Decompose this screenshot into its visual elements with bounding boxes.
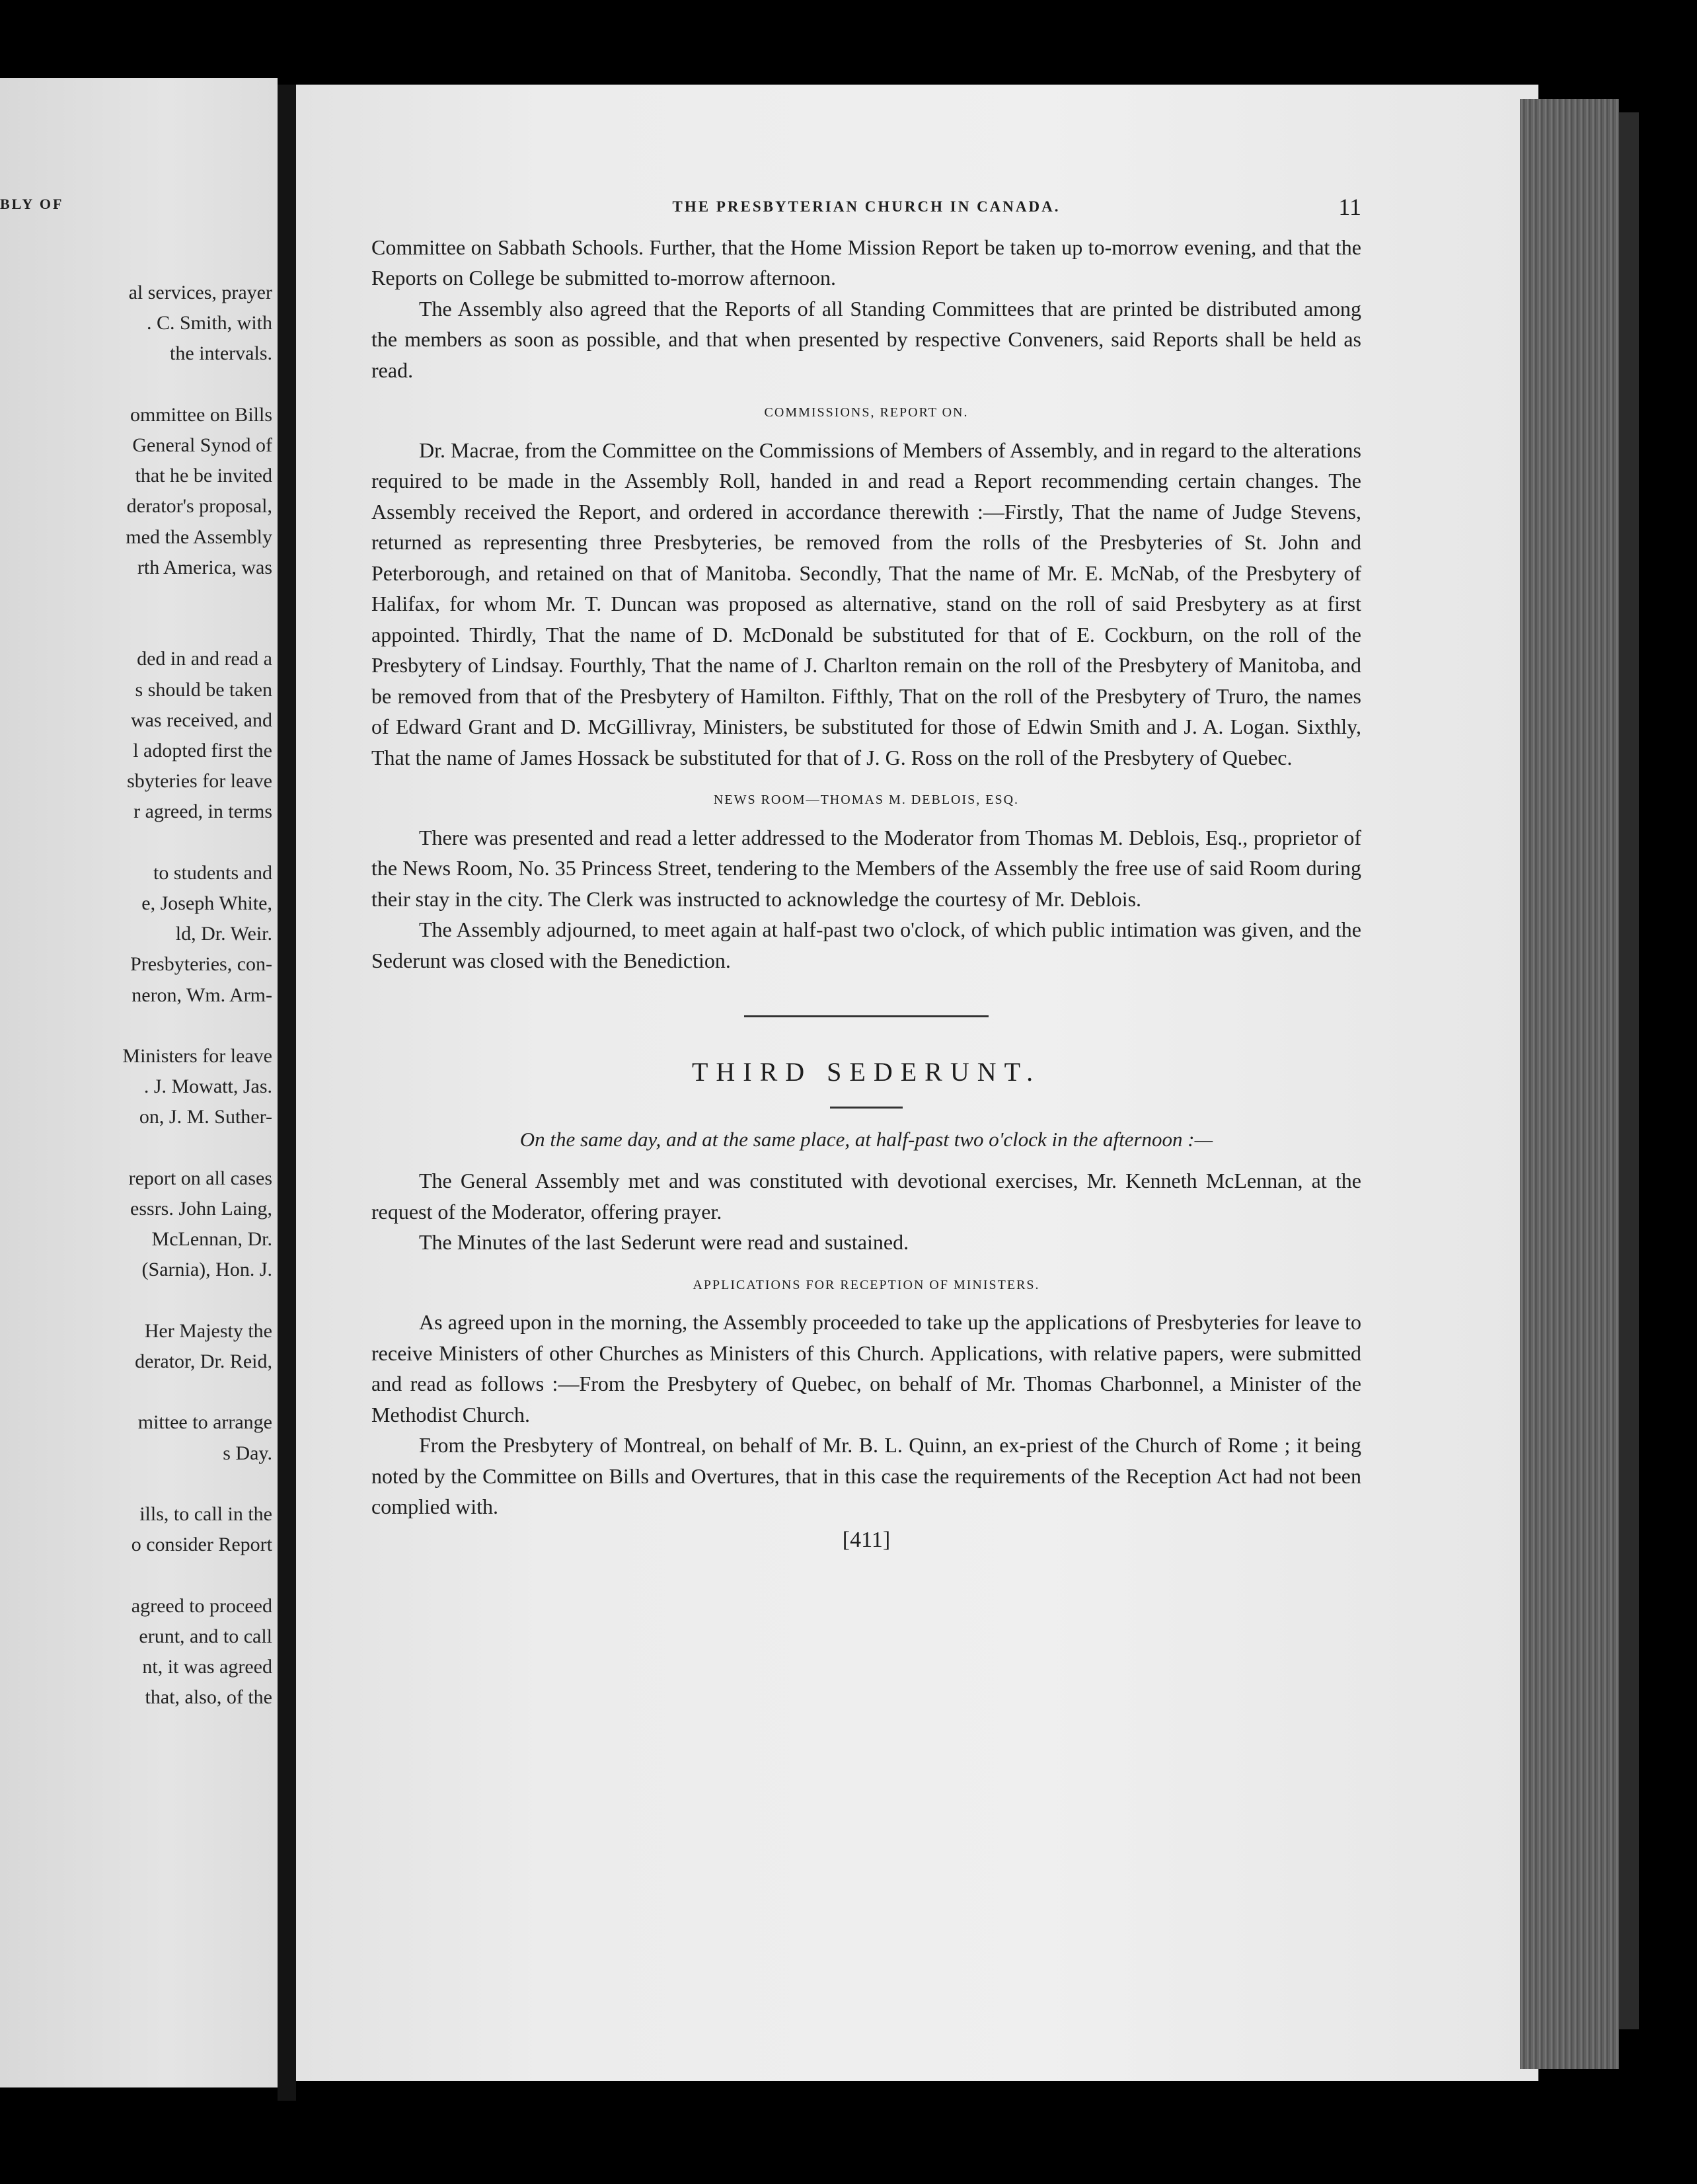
- page-edge-shadow: [1619, 112, 1639, 2029]
- date-line: On the same day, and at the same place, at half-past two o'clock in the afternoon :—: [519, 1127, 1213, 1151]
- left-page-fragment: derator's proposal,: [126, 495, 272, 518]
- paragraph: From the Presbytery of Montreal, on behalf of Mr. B. L. Quinn, an ex-priest of the Church of Rome ; it being noted by the Committee on Bills and Overtures, that in this case the requirements of the Reception Act had not been complied with.: [371, 1433, 1361, 1518]
- left-page-fragment: (Sarnia), Hon. J.: [141, 1259, 272, 1281]
- left-page-fragment: l adopted first the: [133, 740, 272, 761]
- left-page-fragment: Her Majesty the: [144, 1319, 272, 1342]
- paragraph: Dr. Macrae, from the Committee on the Commissions of Members of Assembly, and in regard to the alterations required to be made in the Assembly Roll, handed in and read a Report recommending certain changes. The Assembly received the Report, and ordered in accordance therewith :—Firstly, That the name of Judge Stevens, returned as representing three Presbyteries, be removed from the rolls of the Presbyteries of St. John and Peterborough, and retained on that of Manitoba. Secondly, That the name of Mr. E. McNab, of the Presbytery of Halifax, for whom Mr. T. Duncan was proposed as alternative, stand on the roll of said Presbytery as at first appointed. Thirdly, That the name of D. McDonald be substituted for that of E. Cockburn, on the roll of the Presbytery of Lindsay. Fourthly, That the name of J. Charlton remain on the roll of the Presbytery of Manitoba, and be removed from that of the Presbytery of Hamilton. Fifthly, That on the roll of the Presbytery of Truro, the names of Edward Grant and D. McGillivray, Ministers, be substituted for those of Edwin Smith and J. A. Logan. Sixthly, That the name of James Hossack be substituted for that of J. G. Ross on the roll of the Presbytery of Quebec.: [371, 438, 1361, 769]
- left-page-fragment: McLennan, Dr.: [151, 1228, 272, 1251]
- left-page-fragment: erunt, and to call: [139, 1625, 272, 1647]
- left-page-fragment: that he be invited: [135, 465, 272, 487]
- left-page-fragment: the intervals.: [170, 342, 272, 365]
- left-page-fragment: General Synod of: [132, 434, 272, 456]
- left-page-fragment: al services, prayer: [128, 282, 272, 303]
- left-page-fragment: . C. Smith, with: [146, 312, 272, 334]
- left-page-fragment: that, also, of the: [145, 1686, 272, 1709]
- running-head: [371, 192, 1361, 223]
- left-page-fragment: e, Joseph White,: [141, 892, 272, 914]
- paragraph: As agreed upon in the morning, the Assembly proceeded to take up the applications of Presbyteries for leave to receive Ministers of other Churches as Ministers of this Church. Applications, with relative papers, were submitted and read as follows :—From the Presbytery of Quebec, on behalf of Mr. Thomas Charbonnel, a Minister of the Methodist Church.: [371, 1310, 1361, 1426]
- paragraph: The Minutes of the last Sederunt were read and sustained.: [419, 1230, 909, 1254]
- left-page-fragment: on, J. M. Suther-: [139, 1106, 272, 1128]
- right-page-text: [371, 192, 1361, 1555]
- folio-number: [411]: [842, 1527, 891, 1552]
- sederunt-title: THIRD SEDERUNT.: [691, 1057, 1041, 1087]
- left-page-fragment: . J. Mowatt, Jas.: [143, 1075, 272, 1098]
- left-page-fragment: ded in and read a: [137, 648, 272, 670]
- divider: [744, 1015, 989, 1017]
- paragraph: There was presented and read a letter addressed to the Moderator from Thomas M. Deblois, Esq., proprietor of the News Room, No. 35 Princess Street, tendering to the Members of the Assembly the free use of said Room during their stay in the city. The Clerk was instructed to acknowledge the courtesy of Mr. Deblois.: [371, 825, 1361, 911]
- section-heading: NEWS ROOM—THOMAS M. DEBLOIS, ESQ.: [713, 793, 1020, 807]
- left-page-fragment: agreed to proceed: [131, 1594, 272, 1617]
- left-page-fragment: Presbyteries, con-: [130, 953, 272, 976]
- left-page-fragment: ills, to call in the: [139, 1503, 272, 1525]
- left-page-fragment: to students and: [153, 861, 272, 884]
- left-page-fragment: ld, Dr. Weir.: [175, 923, 272, 945]
- paragraph: The General Assembly met and was constituted with devotional exercises, Mr. Kenneth McLennan, at the request of the Moderator, offering prayer.: [371, 1169, 1361, 1224]
- left-page-fragment: essrs. John Laing,: [130, 1198, 272, 1220]
- page-number: 11: [1338, 194, 1361, 220]
- left-running-head: BLY OF: [0, 196, 64, 212]
- left-page-fragment: was received, and: [130, 709, 272, 731]
- divider-short: [830, 1107, 903, 1109]
- paragraph: The Assembly adjourned, to meet again at half-past two o'clock, of which public intimation was given, and the Sederunt was closed with the Benediction.: [371, 917, 1361, 972]
- book-gutter: [278, 85, 296, 2101]
- left-page-fragment: sbyteries for leave: [127, 770, 272, 793]
- left-page-fragment: ommittee on Bills: [130, 403, 272, 426]
- left-page-fragment: o consider Report: [131, 1534, 272, 1556]
- section-heading: APPLICATIONS FOR RECEPTION OF MINISTERS.: [693, 1277, 1040, 1292]
- section-heading: COMMISSIONS, REPORT ON.: [764, 405, 969, 420]
- left-page-fragment: r agreed, in terms: [133, 800, 272, 823]
- left-page-fragment: report on all cases: [128, 1167, 272, 1189]
- running-head-title: THE PRESBYTERIAN CHURCH IN CANADA.: [672, 198, 1061, 215]
- left-page-fragment: s Day.: [223, 1442, 272, 1464]
- left-page-fragment: s should be taken: [135, 678, 272, 701]
- paragraph: Committee on Sabbath Schools. Further, that the Home Mission Report be taken up to-morrow evening, and that the Reports on College be submitted to-morrow afternoon.: [371, 235, 1361, 290]
- left-page-fragment: rth America, was: [137, 556, 272, 578]
- page-edge: [1520, 99, 1619, 2069]
- left-page: [0, 78, 278, 2087]
- paragraph: The Assembly also agreed that the Reports of all Standing Committees that are printed be distributed among the members as soon as possible, and that when presented by respective Conveners, said Reports shall be held as read.: [371, 296, 1361, 382]
- left-page-fragment: Ministers for leave: [122, 1045, 272, 1067]
- left-page-fragment: med the Assembly: [126, 526, 272, 548]
- left-page-fragment: neron, Wm. Arm-: [132, 984, 272, 1006]
- left-page-fragment: nt, it was agreed: [142, 1656, 272, 1678]
- left-page-fragment: derator, Dr. Reid,: [135, 1350, 272, 1372]
- left-page-fragment: mittee to arrange: [137, 1411, 272, 1434]
